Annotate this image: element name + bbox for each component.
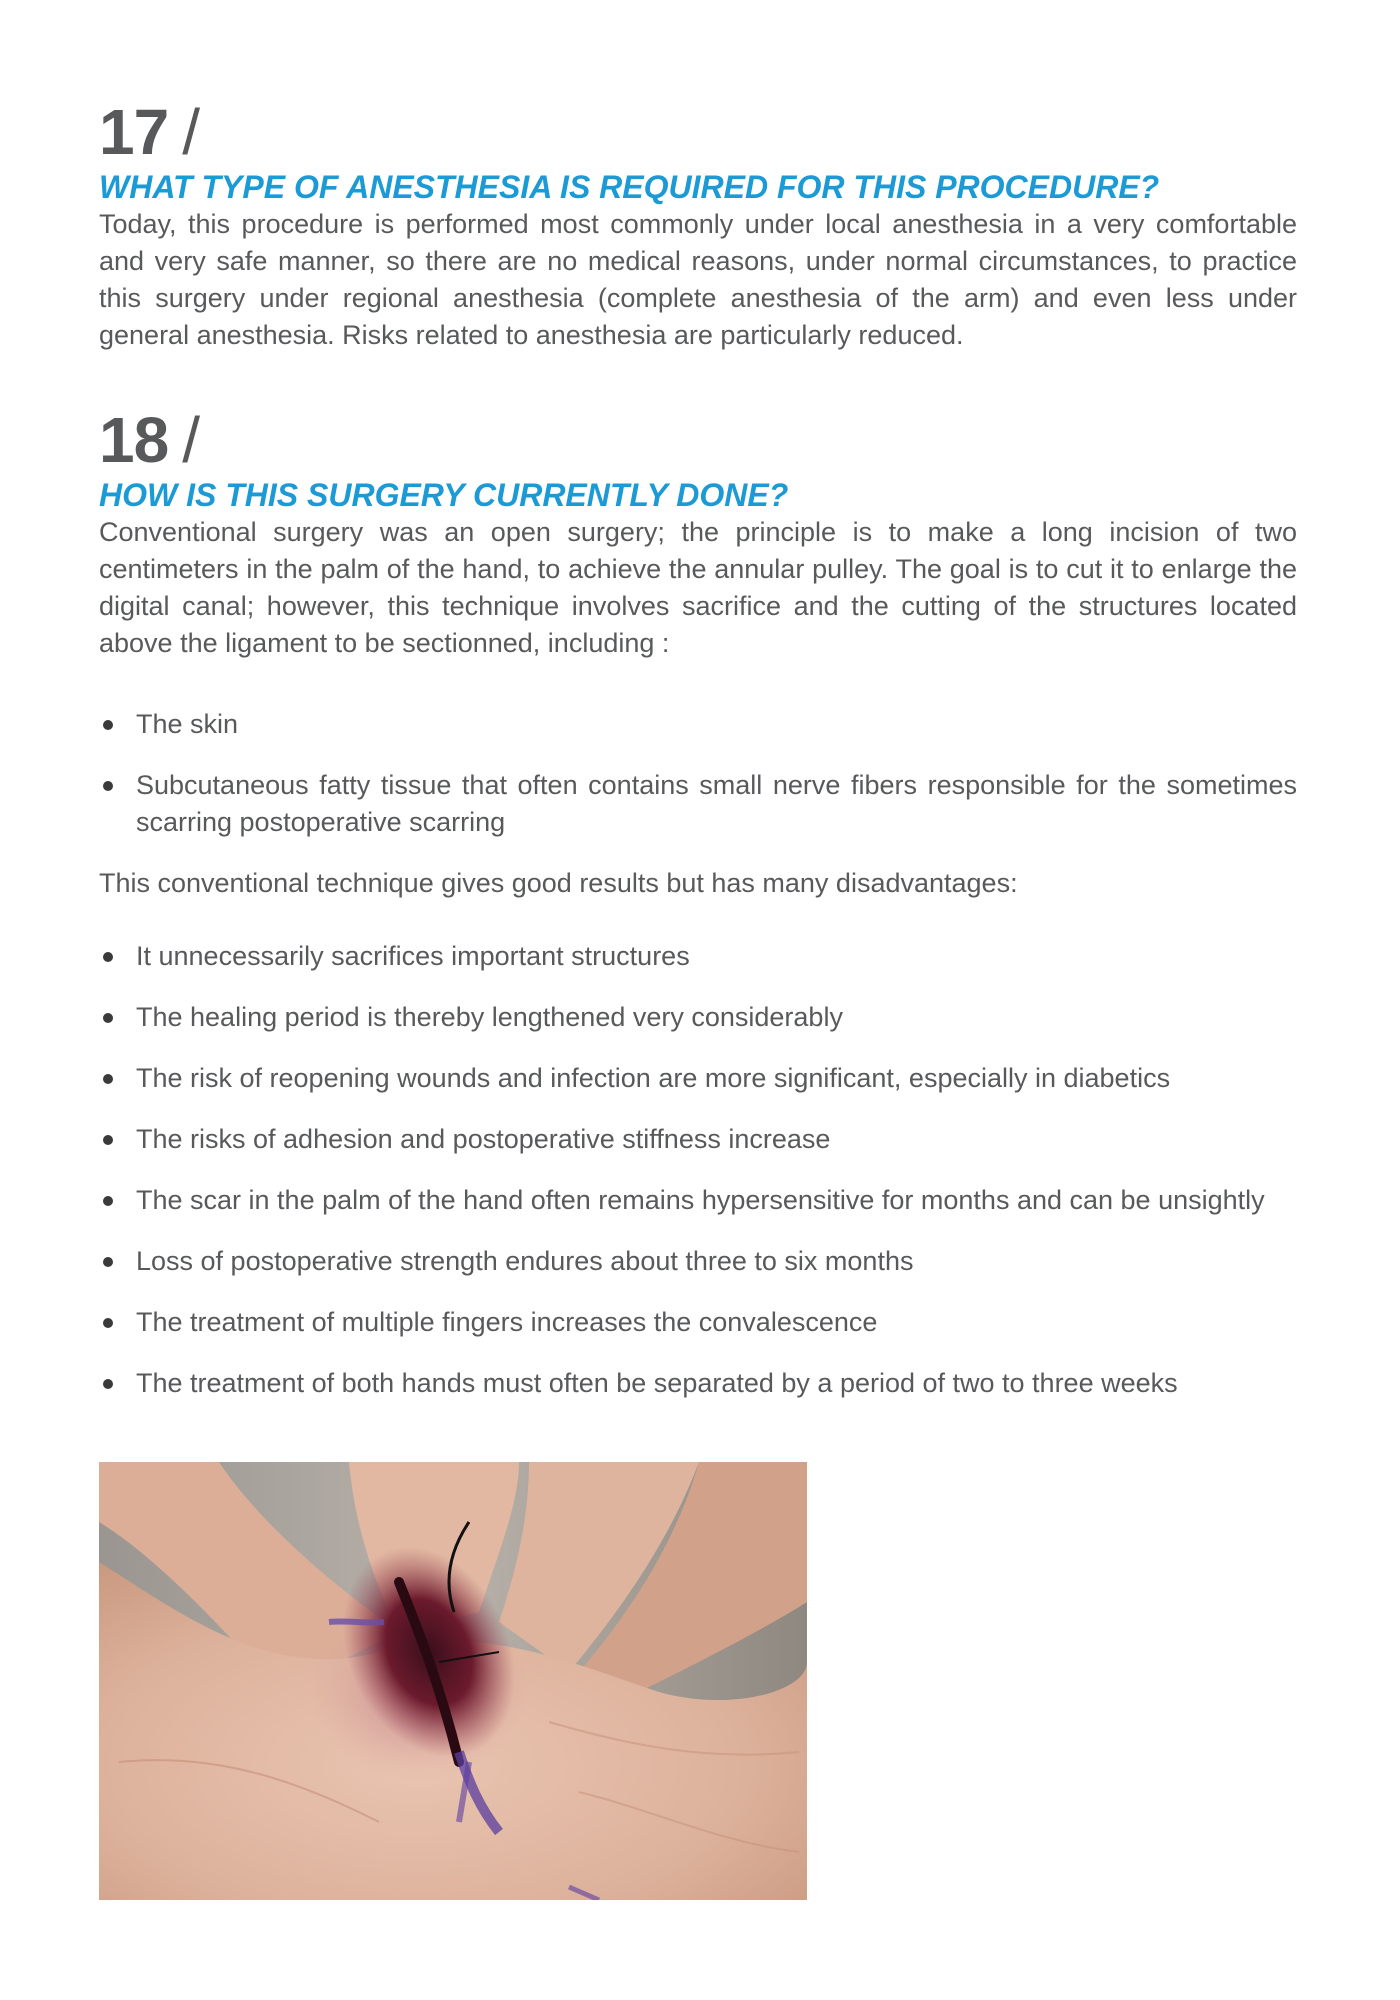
section-17-question: WHAT TYPE OF ANESTHESIA IS REQUIRED FOR THIS PROCEDURE?: [99, 169, 1160, 205]
list-item-text: The risks of adhesion and postoperative stiffness increase: [136, 1124, 831, 1154]
section-number-value: 18: [99, 404, 169, 476]
list-item-text: The treatment of multiple fingers increases the convalescence: [136, 1307, 878, 1337]
list-item: [99, 1304, 1297, 1341]
hand-photo-illustration: [99, 1462, 807, 1900]
bullet-dot-icon: [103, 952, 113, 962]
bullet-dot-icon: [103, 720, 113, 730]
section-18: [99, 404, 1297, 1402]
bullet-dot-icon: [103, 1257, 113, 1267]
list-item: [99, 1365, 1297, 1402]
section-number-value: 17: [99, 96, 169, 168]
hand-incision-photo: [99, 1462, 807, 1900]
bullet-dot-icon: [103, 1013, 113, 1023]
list-item: [99, 706, 1297, 743]
list-item: [99, 1243, 1297, 1280]
disadvantages-intro: This conventional technique gives good results but has many disadvantages:: [99, 868, 1018, 898]
bullet-dot-icon: [103, 1135, 113, 1145]
section-17-body: Today, this procedure is performed most commonly under local anesthesia in a very comfortable and very safe manner, so there are no medical reasons, under normal circumstances, to practice this surgery under regional anesthesia (complete anesthesia of the arm) and even less under general anesthesia. Risks related to anesthesia are particularly reduced.: [99, 209, 1297, 350]
list-item: [99, 1060, 1297, 1097]
bullet-dot-icon: [103, 1074, 113, 1084]
list-item-text: Subcutaneous fatty tissue that often contains small nerve fibers responsible for the sometimes scarring postoperative scarring: [136, 770, 1297, 837]
structures-list: [99, 706, 1297, 841]
list-item-text: It unnecessarily sacrifices important structures: [136, 941, 690, 971]
section-number-slash: /: [182, 404, 199, 476]
list-item-text: The treatment of both hands must often be separated by a period of two to three weeks: [136, 1368, 1178, 1398]
list-item-text: The skin: [136, 709, 239, 739]
section-number-17: [99, 96, 1297, 168]
section-number-18: [99, 404, 1297, 476]
section-18-question: HOW IS THIS SURGERY CURRENTLY DONE?: [99, 477, 789, 513]
bullet-dot-icon: [103, 1196, 113, 1206]
section-18-intro: Conventional surgery was an open surgery; the principle is to make a long incision of two centimeters in the palm of the hand, to achieve the annular pulley. The goal is to cut it to enlarge the digital canal; however, this technique involves sacrifice and the cutting of the structures located above the ligament to be sectionned, including :: [99, 517, 1297, 658]
section-number-slash: /: [182, 96, 199, 168]
list-item-text: The scar in the palm of the hand often remains hypersensitive for months and can be unsightly: [136, 1185, 1265, 1215]
list-item: [99, 938, 1297, 975]
list-item-text: Loss of postoperative strength endures about three to six months: [136, 1246, 914, 1276]
bullet-dot-icon: [103, 1318, 113, 1328]
list-item: [99, 1182, 1297, 1219]
list-item: [99, 999, 1297, 1036]
list-item: [99, 767, 1297, 841]
list-item-text: The healing period is thereby lengthened very considerably: [136, 1002, 843, 1032]
list-item: [99, 1121, 1297, 1158]
bullet-dot-icon: [103, 781, 113, 791]
list-item-text: The risk of reopening wounds and infection are more significant, especially in diabetics: [136, 1063, 1171, 1093]
section-17: [99, 96, 1297, 354]
disadvantages-list: [99, 938, 1297, 1402]
bullet-dot-icon: [103, 1379, 113, 1389]
